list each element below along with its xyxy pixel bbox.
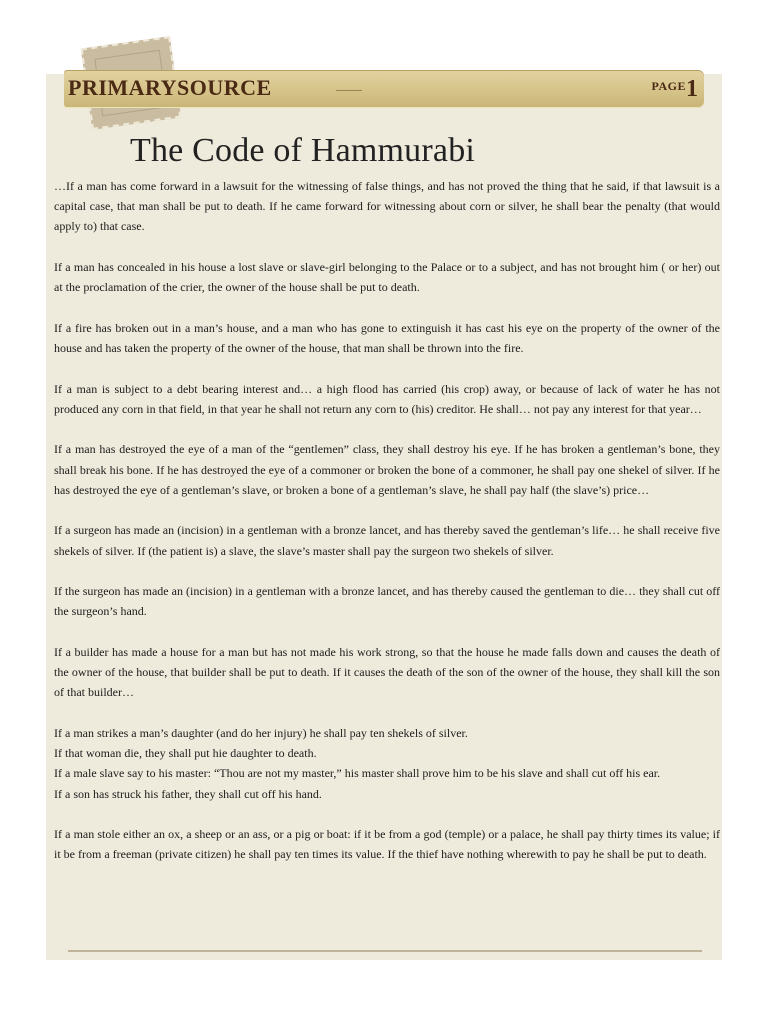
paragraph: …If a man has come forward in a lawsuit for the witnessing of false things, and has not proved the thing that he said, if that lawsuit is a capital case, that man shall be put to death. If he came forward for witnessing about corn or silver, he shall bear the penalty (that would apply to) that case. xyxy=(54,179,720,234)
line-block xyxy=(54,723,720,804)
paragraph: If a man has concealed in his house a lost slave or slave-girl belonging to the Palace or to a subject, and has not brought him ( or her) out at the proclamation of the crier, the owner of the house shall be put to death. xyxy=(54,260,720,295)
law-line: If a man strikes a man’s daughter (and do her injury) he shall pay ten shekels of silver. xyxy=(54,725,468,740)
paragraph: If a builder has made a house for a man but has not made his work strong, so that the house he made falls down and causes the death of the owner of the house, that builder shall be put to death. If it causes the death of the son of the owner of the house, they shall kill the son of that builder… xyxy=(54,644,720,700)
paragraph: If a fire has broken out in a man’s house, and a man who has gone to extinguish it has cast his eye on the property of the owner of the house and has taken the property of the owner of the house, that man shall be thrown into the fire. xyxy=(54,320,720,355)
document-body xyxy=(54,176,720,885)
paragraph: If a man has destroyed the eye of a man of the “gentlemen” class, they shall destroy his eye. If he has broken a gentleman’s bone, they shall break his bone. If he has destroyed the eye of a commoner or broken the bone of a commoner, he shall pay one shekel of silver. If he has destroyed the eye of a gentleman’s slave, or broken a bone of a gentleman’s slave, he shall pay half (the slave’s) price… xyxy=(54,442,720,497)
document-title: The Code of Hammurabi xyxy=(130,132,476,169)
footer-divider xyxy=(68,950,702,952)
page-label: PAGE xyxy=(651,79,686,93)
page-indicator xyxy=(652,76,698,103)
paragraph: If a man is subject to a debt bearing interest and… a high flood has carried (his crop) away, or because of lack of water he has not produced any corn in that field, in that year he shall not return any corn to (his) creditor. He shall… not pay any interest for that year… xyxy=(54,381,720,416)
law-line: If a son has struck his father, they shall cut off his hand. xyxy=(54,786,322,801)
flourish-divider xyxy=(336,90,362,91)
paragraph: If a surgeon has made an (incision) in a gentleman with a bronze lancet, and has thereby saved the gentleman’s life… he shall receive five shekels of silver. If (the patient is) a slave, the slave’s master shall pay the surgeon two shekels of silver. xyxy=(54,523,720,558)
paragraph: If the surgeon has made an (incision) in a gentleman with a bronze lancet, and has thereby caused the gentleman to die… they shall cut off the surgeon’s hand. xyxy=(54,584,720,619)
header-title: PRIMARYSOURCE xyxy=(68,75,272,100)
paragraph: If a man stole either an ox, a sheep or an ass, or a pig or boat: if it be from a god (temple) or a palace, he shall pay thirty times its value; if it be from a freeman (private citizen) he shall pay ten times its value. If the thief have nothing wherewith to pay he shall be put to death. xyxy=(54,827,720,862)
law-line: If a male slave say to his master: “Thou are not my master,” his master shall prove him to be his slave and shall cut off his ear. xyxy=(54,766,661,781)
law-line: If that woman die, they shall put hie daughter to death. xyxy=(54,746,317,761)
header-banner xyxy=(64,70,704,108)
page-number: 1 xyxy=(686,76,698,102)
